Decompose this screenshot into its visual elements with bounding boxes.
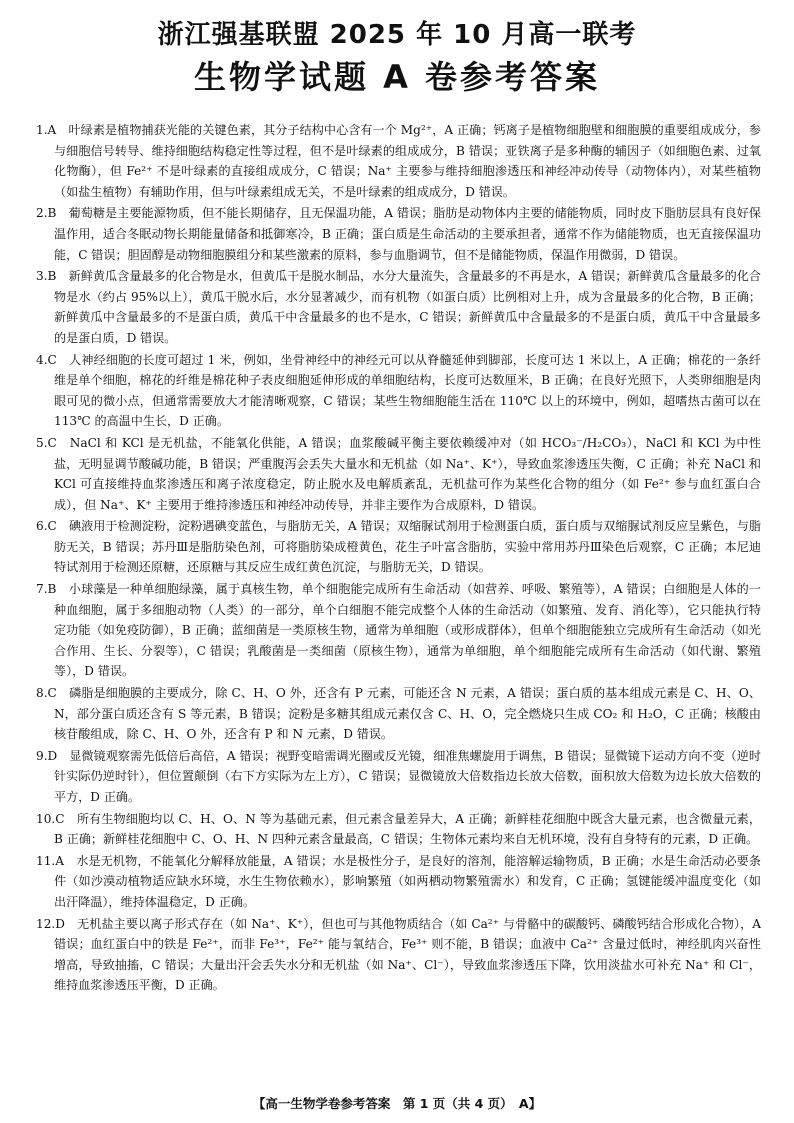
answer-text: NaCl 和 KCl 是无机盐，不能氧化供能，A 错误；血浆酸碱平衡主要依赖缓冲对（如 HCO₃⁻/H₂CO₃），NaCl 和 KCl 为中性盐，无明显调节酸碱功能，B 错误；严重腹泻会丢失大量水和无机盐（如 Na⁺、K⁺），导致血浆渗透压失衡，C 正确；补充 NaCl 和 KCl 可直接维持血浆渗透压和离子浓度稳定，防止脱水及电解质紊乱，无机盐可作为某些化合物的组分（如 Fe²⁺ 参与血红蛋白合成），但 Na⁺、K⁺ 主要用于维持渗透压和神经冲动传导，并非主要作为合成原料，D 错误。: [54, 435, 761, 512]
answer-item-4: [36, 350, 761, 432]
answer-text: 无机盐主要以离子形式存在（如 Na⁺、K⁺），但也可与其他物质结合（如 Ca²⁺ 与骨骼中的碳酸钙、磷酸钙结合形成化合物），A 错误；血红蛋白中的铁是 Fe²⁺，而非 Fe³⁺，Fe²⁺ 能与氧结合，Fe³⁺ 则不能，B 错误；血液中 Ca²⁺ 含量过低时，神经肌肉兴奋性增高，导致抽搐，C 错误；大量出汗会丢失水分和无机盐（如 Na⁺、Cl⁻），导致血浆渗透压下降，饮用淡盐水可补充 Na⁺ 和 Cl⁻，维持血浆渗透压平衡，D 正确。: [54, 916, 761, 993]
answer-number: 9.D: [36, 748, 58, 763]
answer-item-7: [36, 579, 761, 682]
page-footer: 【高一生物学卷参考答案 第 1 页（共 4 页） A】: [252, 1096, 542, 1111]
answer-text: 水是无机物，不能氧化分解释放能量，A 错误；水是极性分子，是良好的溶剂，能溶解运输物质，B 正确；水是生命活动必要条件（如沙漠动植物适应缺水环境，水生生物依赖水），影响繁殖（如两栖动物繁殖需水）和发育，C 正确；氢键能缓冲温度变化（如出汗降温），维持体温稳定，D 正确。: [54, 853, 761, 909]
answer-item-1: [36, 120, 761, 202]
answer-text: 显微镜观察需先低倍后高倍，A 错误；视野变暗需调光圈或反光镜，细准焦螺旋用于调焦，B 错误；显微镜下运动方向不变（逆时针实际仍逆时针），但位置颠倒（右下方实际为左上方），C 错误；显微镜放大倍数指边长放大倍数，面积放大倍数为边长放大倍数的平方，D 正确。: [54, 748, 761, 804]
answer-text: 新鲜黄瓜含量最多的化合物是水，但黄瓜干是脱水制品，水分大量流失，含量最多的不再是水，A 错误；新鲜黄瓜含量最多的化合物是水（约占 95%以上），黄瓜干脱水后，水分显著减少，而有机物（如蛋白质）比例相对上升，成为含量最多的化合物，B 正确；新鲜黄瓜中含量最多的不是蛋白质，黄瓜干中含量最多的也不是水，C 错误；新鲜黄瓜中含量最多的不是蛋白质，黄瓜干中含量最多的是蛋白质，D 错误。: [54, 269, 761, 345]
answer-number: 1.A: [36, 123, 57, 137]
answer-text: 小球藻是一种单细胞绿藻，属于真核生物，单个细胞能完成所有生命活动（如营养、呼吸、繁殖等），A 错误；白细胞是人体的一种血细胞，属于多细胞动物（人类）的一部分，单个白细胞不能完成整个人体的生命活动（如繁殖、发育、消化等），它只能执行特定功能（如免疫防御），B 正确；蓝细菌是一类原核生物，通常为单细胞（或形成群体），但单个细胞能独立完成所有生命活动（如光合作用、生长、分裂等），C 错误；乳酸菌是一类细菌（原核生物），通常为单细胞，单个细胞能完成所有生命活动（如代谢、繁殖等），D 错误。: [54, 582, 761, 679]
answer-number: 8.C: [36, 686, 57, 701]
answer-text: 叶绿素是植物捕获光能的关键色素，其分子结构中心含有一个 Mg²⁺，A 正确；钙离子是植物细胞壁和细胞膜的重要组成成分，参与细胞信号转导、维持细胞结构稳定性等过程，但不是叶绿素的组成成分，B 错误；亚铁离子是多种酶的辅因子（如细胞色素、过氧化物酶），但 Fe²⁺ 不是叶绿素的直接组成成分，C 错误；Na⁺ 主要参与维持细胞渗透压和神经冲动传导（动物体内），对某些植物（如盐生植物）有辅助作用，但与叶绿素组成无关，不是叶绿素的组成成分，D 错误。: [54, 123, 761, 199]
answer-item-3: [36, 266, 761, 348]
answer-item-11: [36, 851, 761, 913]
answer-list: [36, 120, 761, 997]
answer-item-2: [36, 203, 761, 265]
answer-item-9: [36, 746, 761, 808]
answer-number: 10.C: [36, 811, 65, 826]
answer-number: 4.C: [36, 352, 57, 367]
answer-item-5: [36, 433, 761, 515]
answer-item-6: [36, 516, 761, 578]
answer-text: 所有生物细胞均以 C、H、O、N 等为基础元素，但元素含量差异大，A 正确；新鲜桂花细胞中既含大量元素，也含微量元素，B 正确；新鲜桂花细胞中 C、O、H、N 四种元素含量最高，C 错误；生物体元素均来自无机环境，没有自身特有的元素，D 正确。: [54, 811, 761, 847]
answer-number: 11.A: [36, 853, 64, 868]
answer-number: 6.C: [36, 519, 57, 534]
answer-item-12: [36, 914, 761, 996]
answer-text: 碘液用于检测淀粉，淀粉遇碘变蓝色，与脂肪无关，A 错误；双缩脲试剂用于检测蛋白质，蛋白质与双缩脲试剂反应呈紫色，与脂肪无关，B 错误；苏丹Ⅲ是脂肪染色剂，可将脂肪染成橙黄色，花生子叶富含脂肪，实验中常用苏丹Ⅲ染色后观察，C 正确；本尼迪特试剂用于检测还原糖，还原糖与其反应生成红黄色沉淀，与脂肪无关，D 错误。: [54, 519, 761, 575]
answer-number: 12.D: [36, 916, 65, 931]
document-title: 浙江强基联盟 2025 年 10 月高一联考: [157, 20, 637, 50]
answer-number: 5.C: [36, 435, 57, 450]
answer-number: 3.B: [36, 269, 57, 284]
answer-item-8: [36, 683, 761, 745]
answer-number: 7.B: [36, 582, 57, 597]
document-subtitle: 生物学试题 A 卷参考答案: [193, 58, 601, 96]
answer-text: 磷脂是细胞膜的主要成分，除 C、H、O 外，还含有 P 元素，可能还含 N 元素，A 错误；蛋白质的基本组成元素是 C、H、O、N，部分蛋白质还含有 S 等元素，B 错误；淀粉是多糖其组成元素仅含 C、H、O，完全燃烧只生成 CO₂ 和 H₂O，C 正确；核酸由核苷酸组成，除 C、H、O 外，还含有 P 和 N 元素，D 错误。: [54, 686, 761, 742]
answer-text: 人神经细胞的长度可超过 1 米，例如，坐骨神经中的神经元可以从脊髓延伸到脚部，长度可达 1 米以上，A 正确；棉花的一条纤维是单个细胞，棉花的纤维是棉花种子表皮细胞延伸形成的单细胞结构，长度可达数厘米，B 正确；在良好光照下，人类卵细胞是肉眼可见的微小点，但通常需要放大才能清晰观察，C 错误；某些生物细胞能生活在 110℃ 以上的环境中，例如，超嗜热古菌可以在 113℃ 的高温中生长，D 正确。: [54, 352, 761, 429]
answer-item-10: [36, 809, 761, 850]
answer-text: 葡萄糖是主要能源物质，但不能长期储存，且无保温功能，A 错误；脂肪是动物体内主要的储能物质，同时皮下脂肪层具有良好保温作用，适合冬眠动物长期能量储备和抵御寒冷，B 正确；蛋白质是生命活动的主要承担者，通常不作为储能物质，也无直接保温功能，C 错误；胆固醇是动物细胞膜组分和某些激素的原料，参与血脂调节，但不是储能物质，保温作用微弱，D 错误。: [54, 206, 761, 262]
answer-number: 2.B: [36, 206, 57, 221]
